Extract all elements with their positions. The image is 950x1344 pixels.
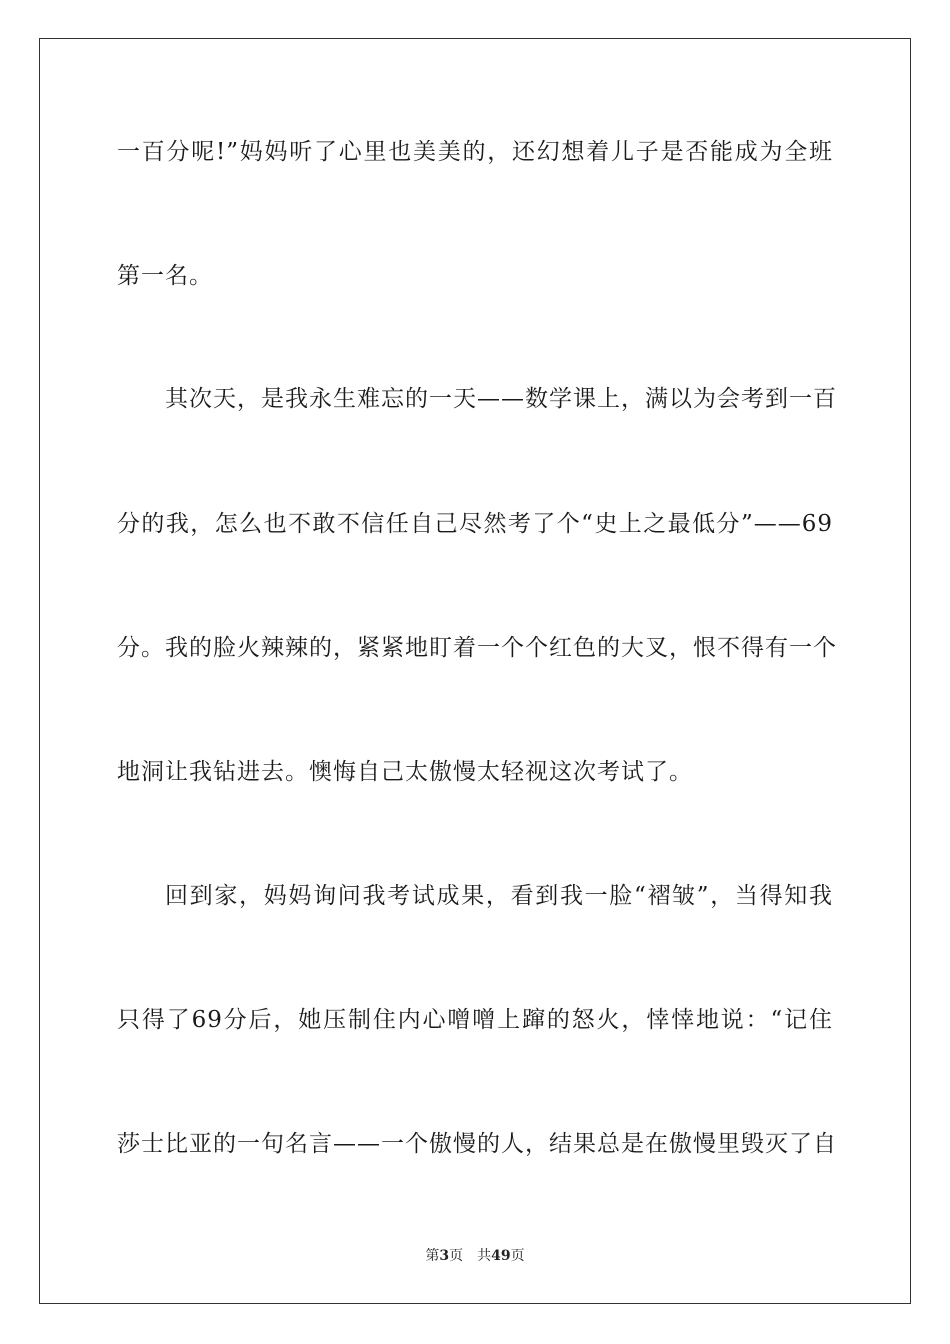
text-line-1: 一百分呢!”妈妈听了心里也美美的，还幻想着儿子是否能成为全班 [117, 139, 833, 165]
text-line-9: 莎士比亚的一句名言——一个傲慢的人，结果总是在傲慢里毁灭了自 [117, 1131, 837, 1157]
page-border [39, 38, 911, 1304]
text-line-5: 分。我的脸火辣辣的，紧紧地盯着一个个红色的大叉，恨不得有一个 [117, 635, 837, 661]
total-pages: 49 [491, 1248, 511, 1264]
text-line-7: 回到家，妈妈询问我考试成果，看到我一脸“褶皱”，当得知我 [165, 883, 833, 909]
page-number: 3 [439, 1248, 450, 1264]
text-line-8: 只得了69分后，她压制住内心噌噌上蹿的怒火，悻悻地说：“记住 [117, 1007, 833, 1033]
page-prefix: 第 [425, 1248, 440, 1264]
total-suffix: 页 [510, 1248, 525, 1264]
text-line-6: 地洞让我钻进去。懊悔自己太傲慢太轻视这次考试了。 [117, 759, 693, 785]
page-footer [0, 1247, 950, 1265]
text-line-4: 分的我，怎么也不敢不信任自己尽然考了个“史上之最低分”——69 [117, 511, 833, 537]
text-line-3: 其次天，是我永生难忘的一天——数学课上，满以为会考到一百 [165, 386, 837, 412]
total-prefix: 共 [477, 1248, 492, 1264]
text-line-2: 第一名。 [117, 263, 213, 289]
page-suffix: 页 [449, 1248, 464, 1264]
